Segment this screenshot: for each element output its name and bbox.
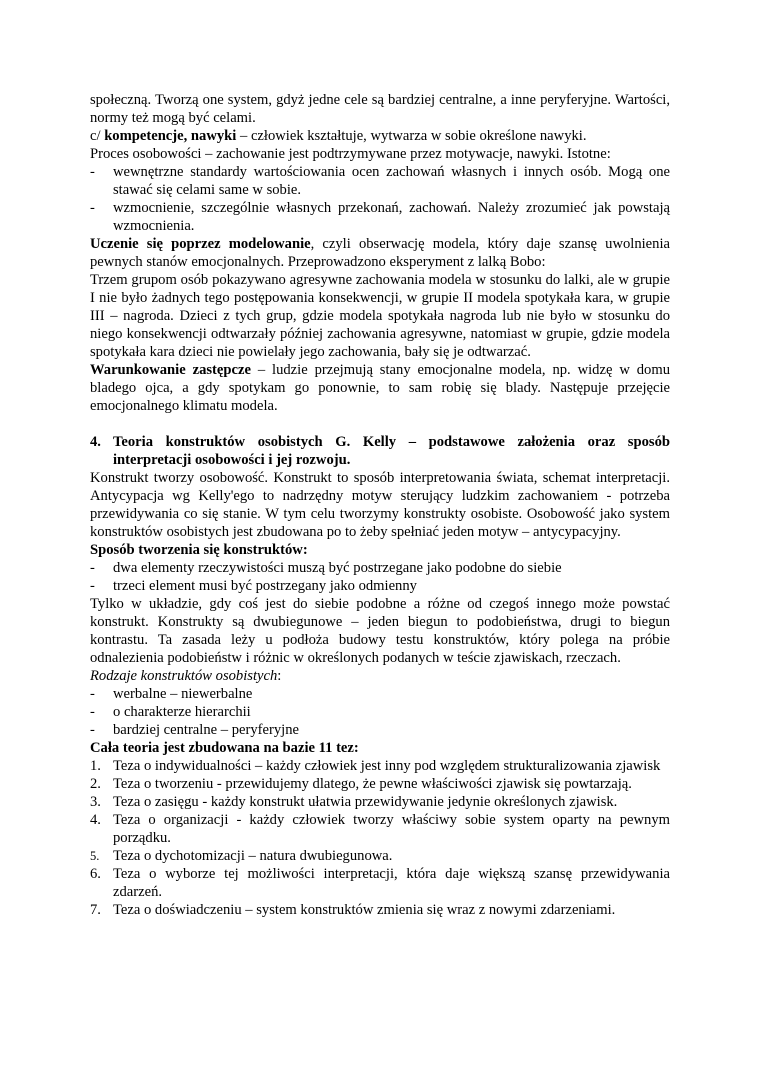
dash-marker: - [90,164,95,180]
competences-definition: – człowiek kształtuje, wytwarza w sobie określone nawyki. [236,128,587,144]
vicarious-term: Warunkowanie zastępcze [90,362,251,378]
theses-title: Cała teoria jest zbudowana na bazie 11 tez: [90,740,359,756]
subheading-construct-types [90,667,670,685]
thesis-text: Teza o doświadczeniu – system konstruktów zmienia się wraz z nowymi zdarzeniami. [113,902,616,918]
thesis-number: 5. [90,849,100,863]
thesis-item [90,775,670,793]
paragraph-personality-process: Proces osobowości – zachowanie jest podtrzymywane przez motywacje, nawyki. Istotne: [90,146,611,162]
thesis-text: Teza o organizacji - każdy człowiek tworzy właściwy sobie system oparty na pewnym porządku. [113,812,670,846]
list-item [90,199,670,235]
list-item-text: wzmocnienie, szczególnie własnych przekonań, zachowań. Należy zrozumieć jak powstają wzmocnienia. [113,200,670,234]
spacer [90,415,670,433]
competences-prefix: c/ [90,128,105,144]
section-number: 4. [90,434,101,450]
list-item [90,685,670,703]
construct-formation-title: Sposób tworzenia się konstruktów: [90,542,308,558]
section-title: Teoria konstruktów osobistych G. Kelly – podstawowe założenia oraz sposób interpretacji osobowości i jej rozwoju. [113,434,670,468]
thesis-text: Teza o zasięgu - każdy konstrukt ułatwia przewidywanie jedynie określonych zjawisk. [113,794,618,810]
list-item-text: dwa elementy rzeczywistości muszą być postrzegane jako podobne do siebie [113,560,562,576]
paragraph-modeling [90,235,670,271]
dash-marker: - [90,200,95,216]
paragraph-bipolar-constructs: Tylko w układzie, gdy coś jest do siebie podobne a różne od czegoś innego może powstać konstrukt. Konstrukty są dwubiegunowe – jeden biegun to podobieństwa, drugi to biegun kontrastu. Ta zasada leży u podłoża budowy testu konstruktów, który polega na próbie odnalezienia podobieństw i różnic w określonych podanych w teście zjawiskach, rzeczach. [90,596,670,666]
paragraph-competences [90,127,670,145]
process-list [90,163,670,235]
thesis-text: Teza o tworzeniu - przewidujemy dlatego, że pewne właściwości zjawisk się powtarzają. [113,776,632,792]
thesis-item [90,757,670,775]
thesis-item [90,847,670,865]
vicarious-definition: – ludzie przejmują stany emocjonalne modela, np. widzę w domu bladego ojca, a gdy spotykam go ponownie, to sam robię się blady. Następuje przejęcie emocjonalnego klimatu modela. [90,362,671,414]
construct-types-title: Rodzaje konstruktów osobistych [90,668,278,684]
thesis-number: 7. [90,902,101,918]
thesis-text: Teza o wyborze tej możliwości interpretacji, która daje większą szansę przewidywania zdarzeń. [113,866,670,900]
list-item [90,577,670,595]
list-item [90,559,670,577]
thesis-number: 3. [90,794,101,810]
list-item-text: wewnętrzne standardy wartościowania ocen zachowań własnych i innych osób. Mogą one stawać się celami same w sobie. [113,164,670,198]
list-item-text: trzeci element musi być postrzegany jako odmienny [113,578,417,594]
thesis-number: 6. [90,866,101,882]
subheading-construct-formation [90,541,670,559]
construct-formation-list [90,559,670,595]
thesis-item [90,811,670,847]
thesis-text: Teza o indywidualności – każdy człowiek jest inny pod względem strukturalizowania zjawisk [113,758,661,774]
dash-marker: - [90,704,95,720]
dash-marker: - [90,686,95,702]
list-item-text: bardziej centralne – peryferyjne [113,722,299,738]
dash-marker: - [90,722,95,738]
thesis-number: 1. [90,758,101,774]
thesis-item [90,793,670,811]
thesis-item [90,865,670,901]
list-item-text: werbalne – niewerbalne [113,686,253,702]
theses-list [90,757,670,919]
paragraph-bobo-experiment: Trzem grupom osób pokazywano agresywne zachowania modela w stosunku do lalki, ale w grupie I nie było żadnych tego postępowania konsekwencji, w grupie II modela spotykała kara, w grupie III – nagroda. Dzieci z tych grup, gdzie modela spotykała nagroda lub nie było w stosunku do niego konsekwencji odtwarzały później zachowania agresywne, natomiast w grupie, gdzie modela spotykała kara dzieci nie powielały jego zachowania, bały się je odtwarzać. [90,272,670,360]
paragraph-construct-definition: Konstrukt tworzy osobowość. Konstrukt to sposób interpretowania świata, schemat interpretacji. Antycypacja wg Kelly'ego to nadrzędny motyw sterujący ludzkim zachowaniem - potrzeba przewidywania co się stanie. W tym celu tworzymy konstrukty osobiste. Osobowość jako system konstruktów osobistych jest zbudowana po to żeby spełniać jeden motyw – antycypacyjny. [90,470,670,540]
thesis-item [90,901,670,919]
modeling-definition: , czyli obserwację modela, który daje szansę uwolnienia pewnych stanów emocjonalnych. Przeprowadzono eksperyment z lalką Bobo: [90,236,670,270]
list-item-text: o charakterze hierarchii [113,704,251,720]
page-content [90,91,670,919]
list-item [90,703,670,721]
dash-marker: - [90,560,95,576]
thesis-text: Teza o dychotomizacji – natura dwubiegunowa. [113,848,393,864]
dash-marker: - [90,578,95,594]
competences-term: kompetencje, nawyki [104,128,237,144]
construct-types-colon: : [277,668,282,684]
subheading-theses [90,739,670,757]
construct-types-list [90,685,670,739]
list-item [90,163,670,199]
paragraph-vicarious-conditioning [90,361,670,415]
modeling-term: Uczenie się poprzez modelowanie [90,236,311,252]
paragraph-goals-system: społeczną. Tworzą one system, gdyż jedne cele są bardziej centralne, a inne peryferyjne. Wartości, normy też mogą być celami. [90,92,670,126]
thesis-number: 2. [90,776,101,792]
section-heading [90,433,670,469]
list-item [90,721,670,739]
thesis-number: 4. [90,812,101,828]
